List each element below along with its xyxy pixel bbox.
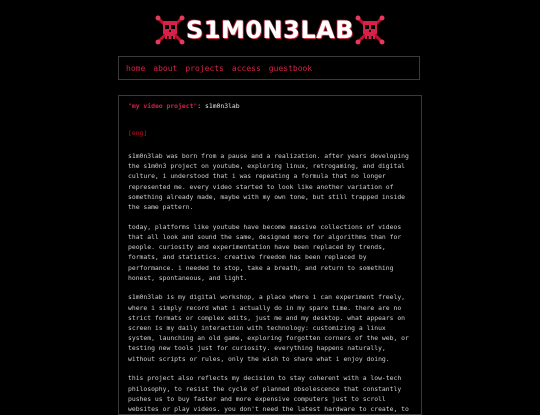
language-link[interactable]: [eng] [128, 129, 148, 137]
paragraph: this project also reflects my decision to stay coherent with a low-tech philosophy, to resist the cycle of planned obsolescence that constantly pushes us to buy faster and more expensive computers just to scroll websites or play videos. you don't need the latest hardware to create, to [128, 374, 409, 413]
site-logo[interactable] [155, 13, 385, 47]
nav-item-about[interactable]: about [153, 63, 178, 73]
nav-item-access[interactable]: access [231, 63, 261, 73]
post-content [118, 95, 422, 415]
site-title: S1M0N3LAB [185, 16, 354, 44]
nav-item-guestbook[interactable]: guestbook [268, 63, 313, 73]
skull-crossbones-icon [155, 15, 185, 45]
nav-item-projects[interactable]: projects [185, 63, 224, 73]
title-colon: : [197, 102, 202, 110]
paragraph: today, platforms like youtube have become massive collections of videos that all look and sound the same, designed more for algorithms than for people. curiosity and experimentation have been replaced by trends, formats, and statistics. creative freedom has been replaced by performance. i needed to stop, take a breath, and return to something honest, spontaneous, and light. [128, 222, 402, 282]
post-title [128, 102, 412, 110]
paragraph: s1m0n3lab is my digital workshop, a place where i can experiment freely, where i simply record what i actually do in my spare time. there are no strict formats or complex edits, just me and my desktop. what appears on screen is my daily interaction with technology: customizing a linux system, launching an old game, exploring forgotten corners of the web, or testing new tools just for curiosity. everything happens naturally, without scripts or rules, only the wish to share what i enjoy doing. [128, 293, 409, 363]
project-label: my video project [131, 102, 194, 110]
paragraph: s1m0n3lab was born from a pause and a realization. after years developing the s1m0n3 project on youtube, exploring linux, retrogaming, and digital culture, i understood that i was repeating a formula that no longer represented me. every video started to look like another variation of something already made, maybe with my own tone, but still trapped inside the same pattern. [128, 152, 409, 212]
post-author: s1m0n3lab [205, 102, 240, 110]
quote-close: " [193, 102, 198, 110]
main-nav [118, 56, 420, 80]
skull-crossbones-icon [355, 15, 385, 45]
site-header [0, 0, 540, 52]
quote-open: " [128, 102, 132, 110]
nav-item-home[interactable]: home [126, 63, 146, 73]
